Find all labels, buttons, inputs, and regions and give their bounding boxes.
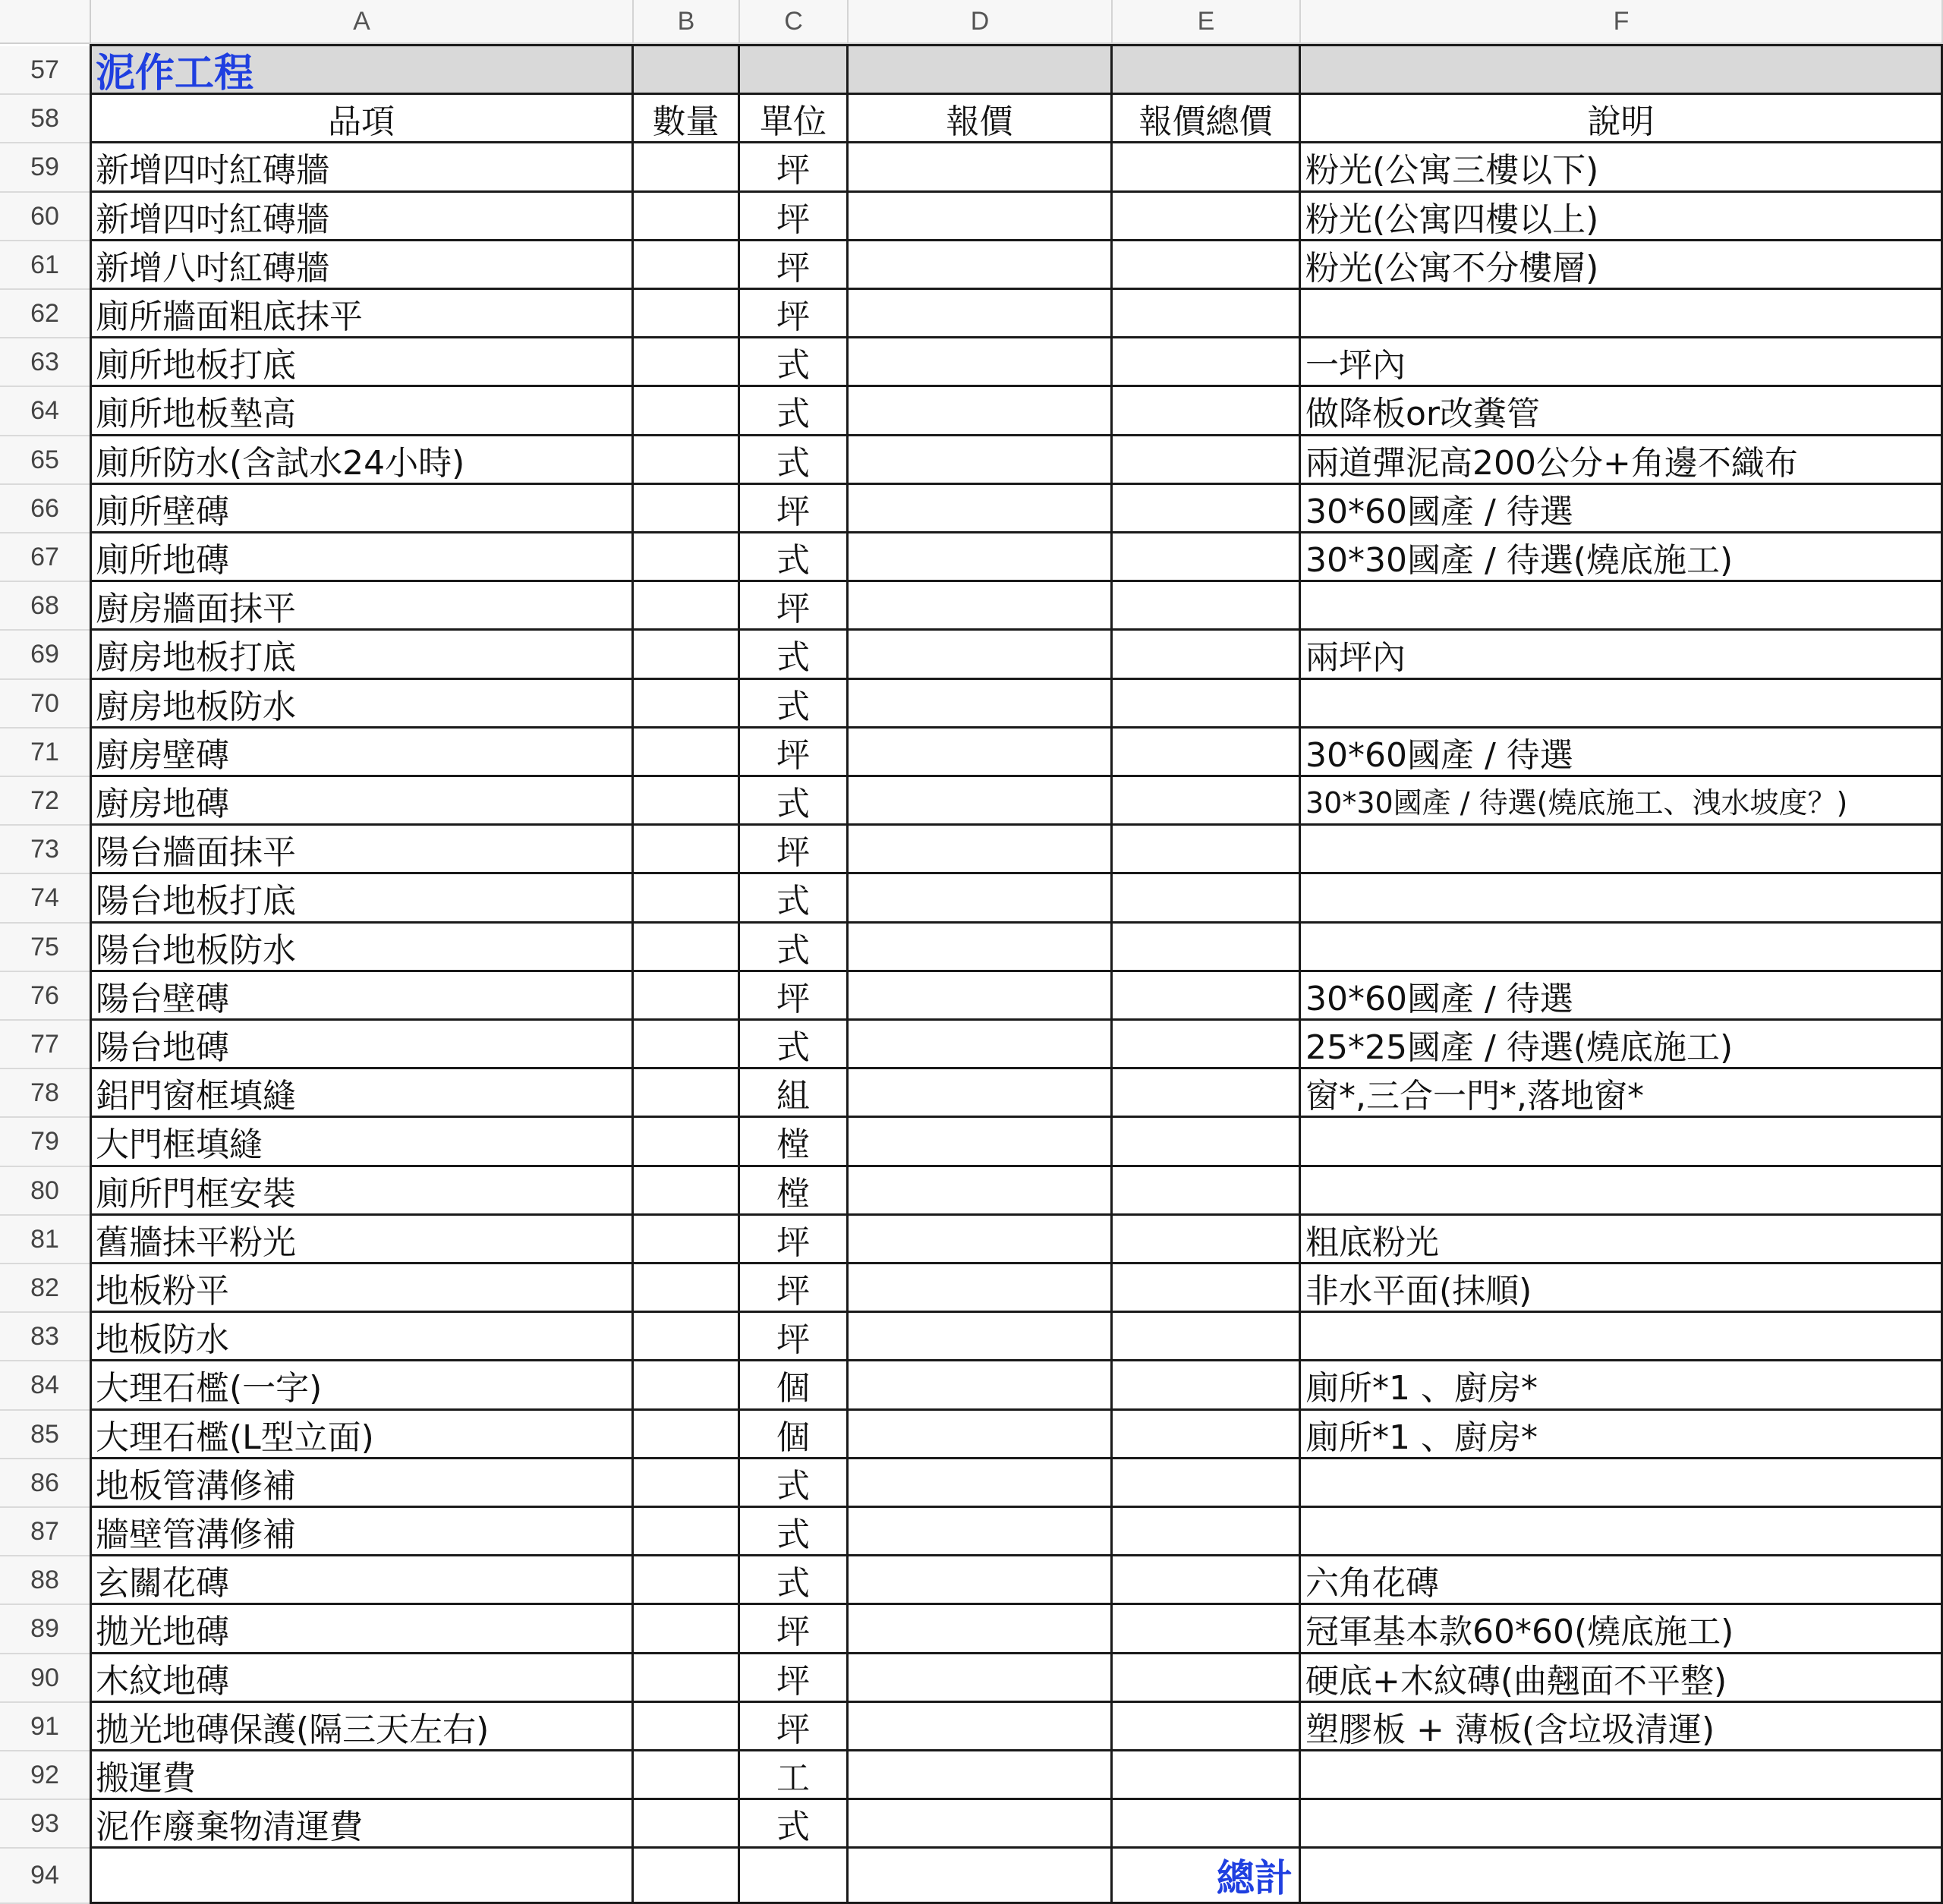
price-cell[interactable]: [849, 1411, 1113, 1459]
item-cell[interactable]: 廁所地板墊高: [91, 387, 634, 436]
row-header[interactable]: 80: [0, 1167, 91, 1216]
price-cell[interactable]: [849, 972, 1113, 1021]
quantity-cell[interactable]: [634, 436, 740, 485]
unit-cell[interactable]: 工: [740, 1751, 849, 1800]
column-header-f[interactable]: F: [1301, 0, 1943, 44]
item-cell[interactable]: 泥作廢棄物清運費: [91, 1800, 634, 1849]
unit-cell[interactable]: 樘: [740, 1118, 849, 1167]
quantity-cell[interactable]: [634, 631, 740, 680]
total-price-cell[interactable]: [1113, 1021, 1301, 1069]
note-cell[interactable]: 冠軍基本款60*60(燒底施工): [1301, 1605, 1943, 1654]
total-price-cell[interactable]: [1113, 1751, 1301, 1800]
item-cell[interactable]: 陽台地磚: [91, 1021, 634, 1069]
total-price-cell[interactable]: [1113, 1264, 1301, 1313]
row-header[interactable]: 76: [0, 972, 91, 1021]
unit-cell[interactable]: 個: [740, 1411, 849, 1459]
item-cell[interactable]: 地板管溝修補: [91, 1459, 634, 1508]
price-cell[interactable]: [849, 1264, 1113, 1313]
total-price-cell[interactable]: [1113, 972, 1301, 1021]
unit-cell[interactable]: 坪: [740, 582, 849, 631]
price-cell[interactable]: [849, 1313, 1113, 1361]
note-cell[interactable]: 粉光(公寓四樓以上): [1301, 193, 1943, 241]
total-price-cell[interactable]: [1113, 290, 1301, 338]
row-header[interactable]: 92: [0, 1751, 91, 1800]
note-cell[interactable]: [1301, 874, 1943, 924]
total-price-cell[interactable]: [1113, 582, 1301, 631]
quantity-cell[interactable]: [634, 826, 740, 874]
row-header[interactable]: 63: [0, 338, 91, 387]
title-row-cell[interactable]: [1301, 46, 1943, 95]
quantity-cell[interactable]: [634, 485, 740, 533]
unit-cell[interactable]: 式: [740, 1556, 849, 1605]
header-price[interactable]: 報價: [849, 95, 1113, 143]
item-cell[interactable]: 新增四吋紅磚牆: [91, 193, 634, 241]
item-cell[interactable]: 地板防水: [91, 1313, 634, 1361]
note-cell[interactable]: 30*30國產 / 待選(燒底施工): [1301, 533, 1943, 582]
quantity-cell[interactable]: [634, 729, 740, 777]
total-price-cell[interactable]: [1113, 1654, 1301, 1703]
unit-cell[interactable]: 式: [740, 631, 849, 680]
item-cell[interactable]: 陽台壁磚: [91, 972, 634, 1021]
row-header[interactable]: 89: [0, 1605, 91, 1654]
item-cell[interactable]: 廚房地板打底: [91, 631, 634, 680]
price-cell[interactable]: [849, 533, 1113, 582]
price-cell[interactable]: [849, 1216, 1113, 1264]
unit-cell[interactable]: 式: [740, 1459, 849, 1508]
quantity-cell[interactable]: [634, 1313, 740, 1361]
item-cell[interactable]: 廁所門框安裝: [91, 1167, 634, 1216]
item-cell[interactable]: 大理石檻(L型立面): [91, 1411, 634, 1459]
price-cell[interactable]: [849, 387, 1113, 436]
total-price-cell[interactable]: [1113, 1703, 1301, 1751]
price-cell[interactable]: [849, 1508, 1113, 1556]
quantity-cell[interactable]: [634, 533, 740, 582]
item-cell[interactable]: 陽台地板防水: [91, 924, 634, 972]
total-price-cell[interactable]: [1113, 924, 1301, 972]
title-row-cell[interactable]: [849, 46, 1113, 95]
quantity-cell[interactable]: [634, 338, 740, 387]
column-header-e[interactable]: E: [1113, 0, 1301, 44]
row-header[interactable]: 65: [0, 436, 91, 485]
quantity-cell[interactable]: [634, 874, 740, 924]
note-cell[interactable]: 兩道彈泥高200公分+角邊不織布: [1301, 436, 1943, 485]
note-cell[interactable]: 粉光(公寓不分樓層): [1301, 241, 1943, 290]
price-cell[interactable]: [849, 1751, 1113, 1800]
item-cell[interactable]: 鋁門窗框填縫: [91, 1069, 634, 1118]
item-cell[interactable]: 廚房壁磚: [91, 729, 634, 777]
row-header[interactable]: 83: [0, 1313, 91, 1361]
select-all-corner[interactable]: [0, 0, 91, 44]
unit-cell[interactable]: 坪: [740, 241, 849, 290]
row-header[interactable]: 67: [0, 533, 91, 582]
total-value-cell[interactable]: [1301, 1849, 1943, 1904]
total-price-cell[interactable]: [1113, 193, 1301, 241]
quantity-cell[interactable]: [634, 1361, 740, 1411]
item-cell[interactable]: 新增四吋紅磚牆: [91, 143, 634, 193]
unit-cell[interactable]: 坪: [740, 1313, 849, 1361]
item-cell[interactable]: 廚房地板防水: [91, 680, 634, 729]
unit-cell[interactable]: 坪: [740, 1216, 849, 1264]
price-cell[interactable]: [849, 826, 1113, 874]
note-cell[interactable]: [1301, 582, 1943, 631]
total-price-cell[interactable]: [1113, 1411, 1301, 1459]
total-price-cell[interactable]: [1113, 1605, 1301, 1654]
item-cell[interactable]: 廁所地磚: [91, 533, 634, 582]
price-cell[interactable]: [849, 485, 1113, 533]
quantity-cell[interactable]: [634, 387, 740, 436]
total-price-cell[interactable]: [1113, 1167, 1301, 1216]
price-cell[interactable]: [849, 1654, 1113, 1703]
column-header-c[interactable]: C: [740, 0, 849, 44]
total-price-cell[interactable]: [1113, 338, 1301, 387]
quantity-cell[interactable]: [634, 972, 740, 1021]
item-cell[interactable]: 陽台地板打底: [91, 874, 634, 924]
row-header[interactable]: 64: [0, 387, 91, 436]
item-cell[interactable]: 大理石檻(一字): [91, 1361, 634, 1411]
item-cell[interactable]: 廚房牆面抹平: [91, 582, 634, 631]
total-row-cell[interactable]: [91, 1849, 634, 1904]
total-price-cell[interactable]: [1113, 485, 1301, 533]
price-cell[interactable]: [849, 290, 1113, 338]
price-cell[interactable]: [849, 729, 1113, 777]
item-cell[interactable]: 木紋地磚: [91, 1654, 634, 1703]
price-cell[interactable]: [849, 1703, 1113, 1751]
note-cell[interactable]: 30*60國產 / 待選: [1301, 972, 1943, 1021]
note-cell[interactable]: 30*60國產 / 待選: [1301, 729, 1943, 777]
note-cell[interactable]: [1301, 1459, 1943, 1508]
total-price-cell[interactable]: [1113, 1556, 1301, 1605]
row-header[interactable]: 58: [0, 95, 91, 143]
note-cell[interactable]: [1301, 1167, 1943, 1216]
row-header[interactable]: 79: [0, 1118, 91, 1167]
note-cell[interactable]: 兩坪內: [1301, 631, 1943, 680]
unit-cell[interactable]: 式: [740, 436, 849, 485]
unit-cell[interactable]: 坪: [740, 143, 849, 193]
row-header[interactable]: 62: [0, 290, 91, 338]
total-price-cell[interactable]: [1113, 533, 1301, 582]
row-header[interactable]: 81: [0, 1216, 91, 1264]
row-header[interactable]: 73: [0, 826, 91, 874]
price-cell[interactable]: [849, 143, 1113, 193]
price-cell[interactable]: [849, 1167, 1113, 1216]
item-cell[interactable]: 拋光地磚保護(隔三天左右): [91, 1703, 634, 1751]
price-cell[interactable]: [849, 1459, 1113, 1508]
total-price-cell[interactable]: [1113, 1800, 1301, 1849]
price-cell[interactable]: [849, 1021, 1113, 1069]
item-cell[interactable]: 廁所地板打底: [91, 338, 634, 387]
item-cell[interactable]: 廁所防水(含試水24小時): [91, 436, 634, 485]
total-price-cell[interactable]: [1113, 1313, 1301, 1361]
unit-cell[interactable]: 坪: [740, 826, 849, 874]
price-cell[interactable]: [849, 1069, 1113, 1118]
note-cell[interactable]: 廁所*1 、廚房*: [1301, 1361, 1943, 1411]
unit-cell[interactable]: 坪: [740, 290, 849, 338]
unit-cell[interactable]: 坪: [740, 1605, 849, 1654]
row-header[interactable]: 71: [0, 729, 91, 777]
note-cell[interactable]: 窗*,三合一門*,落地窗*: [1301, 1069, 1943, 1118]
total-row-cell[interactable]: [849, 1849, 1113, 1904]
note-cell[interactable]: 30*30國產 / 待選(燒底施工、洩水坡度？): [1301, 777, 1943, 826]
note-cell[interactable]: [1301, 924, 1943, 972]
unit-cell[interactable]: 樘: [740, 1167, 849, 1216]
quantity-cell[interactable]: [634, 1167, 740, 1216]
row-header[interactable]: 69: [0, 631, 91, 680]
note-cell[interactable]: [1301, 1508, 1943, 1556]
price-cell[interactable]: [849, 1800, 1113, 1849]
price-cell[interactable]: [849, 241, 1113, 290]
unit-cell[interactable]: 坪: [740, 729, 849, 777]
unit-cell[interactable]: 式: [740, 387, 849, 436]
quantity-cell[interactable]: [634, 290, 740, 338]
note-cell[interactable]: 塑膠板 + 薄板(含垃圾清運): [1301, 1703, 1943, 1751]
total-price-cell[interactable]: [1113, 1216, 1301, 1264]
price-cell[interactable]: [849, 1118, 1113, 1167]
total-price-cell[interactable]: [1113, 1118, 1301, 1167]
item-cell[interactable]: 大門框填縫: [91, 1118, 634, 1167]
unit-cell[interactable]: 式: [740, 777, 849, 826]
total-price-cell[interactable]: [1113, 631, 1301, 680]
item-cell[interactable]: 牆壁管溝修補: [91, 1508, 634, 1556]
price-cell[interactable]: [849, 1361, 1113, 1411]
note-cell[interactable]: 粉光(公寓三樓以下): [1301, 143, 1943, 193]
header-unit[interactable]: 單位: [740, 95, 849, 143]
total-price-cell[interactable]: [1113, 1361, 1301, 1411]
note-cell[interactable]: 一坪內: [1301, 338, 1943, 387]
quantity-cell[interactable]: [634, 1508, 740, 1556]
quantity-cell[interactable]: [634, 241, 740, 290]
header-note[interactable]: 說明: [1301, 95, 1943, 143]
grid-left-border: [90, 44, 92, 1904]
row-header[interactable]: 94: [0, 1849, 91, 1904]
title-row-cell[interactable]: [1113, 46, 1301, 95]
quantity-cell[interactable]: [634, 1264, 740, 1313]
total-price-cell[interactable]: [1113, 729, 1301, 777]
note-cell[interactable]: [1301, 826, 1943, 874]
item-cell[interactable]: 搬運費: [91, 1751, 634, 1800]
unit-cell[interactable]: 個: [740, 1361, 849, 1411]
quantity-cell[interactable]: [634, 1605, 740, 1654]
unit-cell[interactable]: 組: [740, 1069, 849, 1118]
title-row-cell[interactable]: [740, 46, 849, 95]
quantity-cell[interactable]: [634, 143, 740, 193]
row-header[interactable]: 78: [0, 1069, 91, 1118]
unit-cell[interactable]: 坪: [740, 1264, 849, 1313]
quantity-cell[interactable]: [634, 680, 740, 729]
column-header-d[interactable]: D: [849, 0, 1113, 44]
total-price-cell[interactable]: [1113, 387, 1301, 436]
total-price-cell[interactable]: [1113, 777, 1301, 826]
quantity-cell[interactable]: [634, 193, 740, 241]
total-row-cell[interactable]: [634, 1849, 740, 1904]
row-header[interactable]: 86: [0, 1459, 91, 1508]
price-cell[interactable]: [849, 924, 1113, 972]
note-cell[interactable]: [1301, 1313, 1943, 1361]
quantity-cell[interactable]: [634, 1800, 740, 1849]
row-header[interactable]: 84: [0, 1361, 91, 1411]
quantity-cell[interactable]: [634, 1751, 740, 1800]
unit-cell[interactable]: 式: [740, 680, 849, 729]
unit-cell[interactable]: 坪: [740, 1703, 849, 1751]
price-cell[interactable]: [849, 680, 1113, 729]
row-header[interactable]: 74: [0, 874, 91, 924]
item-cell[interactable]: 玄關花磚: [91, 1556, 634, 1605]
unit-cell[interactable]: 坪: [740, 972, 849, 1021]
note-cell[interactable]: 廁所*1 、廚房*: [1301, 1411, 1943, 1459]
note-cell[interactable]: 30*60國產 / 待選: [1301, 485, 1943, 533]
item-cell[interactable]: 廚房地磚: [91, 777, 634, 826]
item-cell[interactable]: 廁所壁磚: [91, 485, 634, 533]
item-cell[interactable]: 舊牆抹平粉光: [91, 1216, 634, 1264]
row-header[interactable]: 93: [0, 1800, 91, 1849]
quantity-cell[interactable]: [634, 924, 740, 972]
title-row-cell[interactable]: [634, 46, 740, 95]
total-row-cell[interactable]: [740, 1849, 849, 1904]
total-price-cell[interactable]: [1113, 826, 1301, 874]
header-total-price[interactable]: 報價總價: [1113, 95, 1301, 143]
price-cell[interactable]: [849, 1605, 1113, 1654]
unit-cell[interactable]: 坪: [740, 1654, 849, 1703]
total-label[interactable]: 總計: [1113, 1849, 1301, 1904]
row-header[interactable]: 91: [0, 1703, 91, 1751]
row-header[interactable]: 90: [0, 1654, 91, 1703]
unit-cell[interactable]: 式: [740, 338, 849, 387]
note-cell[interactable]: [1301, 1751, 1943, 1800]
item-cell[interactable]: 拋光地磚: [91, 1605, 634, 1654]
row-header[interactable]: 57: [0, 46, 91, 95]
note-cell[interactable]: 做降板or改糞管: [1301, 387, 1943, 436]
note-cell[interactable]: 六角花磚: [1301, 1556, 1943, 1605]
row-header[interactable]: 59: [0, 143, 91, 193]
item-cell[interactable]: 陽台牆面抹平: [91, 826, 634, 874]
total-price-cell[interactable]: [1113, 1069, 1301, 1118]
note-cell[interactable]: 粗底粉光: [1301, 1216, 1943, 1264]
price-cell[interactable]: [849, 436, 1113, 485]
section-title[interactable]: 泥作工程: [91, 46, 634, 95]
note-cell[interactable]: 硬底+木紋磚(曲翹面不平整): [1301, 1654, 1943, 1703]
price-cell[interactable]: [849, 193, 1113, 241]
row-header[interactable]: 68: [0, 582, 91, 631]
total-price-cell[interactable]: [1113, 680, 1301, 729]
unit-cell[interactable]: 式: [740, 533, 849, 582]
row-header[interactable]: 77: [0, 1021, 91, 1069]
unit-cell[interactable]: 式: [740, 1021, 849, 1069]
row-header[interactable]: 66: [0, 485, 91, 533]
note-cell[interactable]: 非水平面(抹順): [1301, 1264, 1943, 1313]
column-header-b[interactable]: B: [634, 0, 740, 44]
quantity-cell[interactable]: [634, 1411, 740, 1459]
unit-cell[interactable]: 式: [740, 1508, 849, 1556]
unit-cell[interactable]: 式: [740, 1800, 849, 1849]
note-cell[interactable]: [1301, 1118, 1943, 1167]
quantity-cell[interactable]: [634, 777, 740, 826]
unit-cell[interactable]: 坪: [740, 485, 849, 533]
note-cell[interactable]: [1301, 680, 1943, 729]
unit-cell[interactable]: 式: [740, 874, 849, 924]
header-item[interactable]: 品項: [91, 95, 634, 143]
column-header-a[interactable]: A: [91, 0, 634, 44]
total-price-cell[interactable]: [1113, 874, 1301, 924]
quantity-cell[interactable]: [634, 582, 740, 631]
quantity-cell[interactable]: [634, 1118, 740, 1167]
row-header[interactable]: 82: [0, 1264, 91, 1313]
total-price-cell[interactable]: [1113, 1508, 1301, 1556]
note-cell[interactable]: [1301, 290, 1943, 338]
item-cell[interactable]: 地板粉平: [91, 1264, 634, 1313]
total-price-cell[interactable]: [1113, 143, 1301, 193]
quantity-cell[interactable]: [634, 1069, 740, 1118]
price-cell[interactable]: [849, 1556, 1113, 1605]
note-cell[interactable]: [1301, 1800, 1943, 1849]
quantity-cell[interactable]: [634, 1703, 740, 1751]
note-cell[interactable]: 25*25國產 / 待選(燒底施工): [1301, 1021, 1943, 1069]
quantity-cell[interactable]: [634, 1654, 740, 1703]
unit-cell[interactable]: 式: [740, 924, 849, 972]
item-cell[interactable]: 新增八吋紅磚牆: [91, 241, 634, 290]
row-header[interactable]: 72: [0, 777, 91, 826]
row-header[interactable]: 87: [0, 1508, 91, 1556]
row-header[interactable]: 88: [0, 1556, 91, 1605]
quantity-cell[interactable]: [634, 1021, 740, 1069]
unit-cell[interactable]: 坪: [740, 193, 849, 241]
item-cell[interactable]: 廁所牆面粗底抹平: [91, 290, 634, 338]
total-price-cell[interactable]: [1113, 241, 1301, 290]
grid-top-border: [91, 44, 1943, 46]
price-cell[interactable]: [849, 874, 1113, 924]
total-price-cell[interactable]: [1113, 1459, 1301, 1508]
row-header[interactable]: 75: [0, 924, 91, 972]
quantity-cell[interactable]: [634, 1556, 740, 1605]
row-header[interactable]: 61: [0, 241, 91, 290]
price-cell[interactable]: [849, 582, 1113, 631]
quantity-cell[interactable]: [634, 1216, 740, 1264]
price-cell[interactable]: [849, 338, 1113, 387]
total-price-cell[interactable]: [1113, 436, 1301, 485]
row-header[interactable]: 60: [0, 193, 91, 241]
row-header[interactable]: 70: [0, 680, 91, 729]
row-header[interactable]: 85: [0, 1411, 91, 1459]
quantity-cell[interactable]: [634, 1459, 740, 1508]
header-quantity[interactable]: 數量: [634, 95, 740, 143]
price-cell[interactable]: [849, 631, 1113, 680]
price-cell[interactable]: [849, 777, 1113, 826]
